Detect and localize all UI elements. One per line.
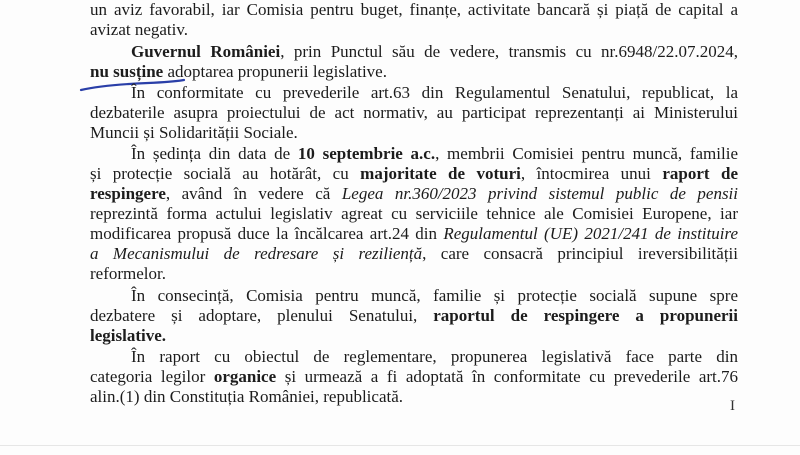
- text-span: categoria legilor: [90, 367, 214, 386]
- text-line: [90, 367, 738, 387]
- italic-span: a Mecanismului de redresare și reziliență: [90, 244, 423, 263]
- text-span: și urmează a fi adoptată în conformitate cu prevederile art.76: [276, 367, 738, 386]
- bold-span: 10 septembrie a.c.: [297, 144, 436, 163]
- text-span: reprezintă forma actului legislativ agreat cu serviciile tehnice ale Comisiei Europene, iar: [90, 204, 738, 223]
- bold-span: majoritate de voturi: [360, 164, 521, 183]
- text-line: [90, 326, 166, 346]
- text-line: [90, 0, 738, 20]
- text-span: reformelor.: [90, 264, 166, 283]
- page-mark: I: [730, 398, 735, 414]
- text-line: [90, 387, 403, 407]
- bold-span: raport de: [662, 164, 738, 183]
- text-span: un aviz favorabil, iar Comisia pentru buget, finanțe, activitate bancară și piață de capital a: [90, 0, 738, 19]
- bold-span: Guvernul României: [131, 42, 281, 61]
- text-span: , având în vedere că: [165, 184, 342, 203]
- text-span: alin.(1) din Constituția României, republicată.: [90, 387, 404, 406]
- text-span: , întocmirea unui: [520, 164, 663, 183]
- text-span: Muncii și Solidarității Sociale.: [90, 123, 298, 142]
- bold-span: organice: [213, 367, 277, 386]
- italic-span: Regulamentul (UE) 2021/241 de instituire: [443, 224, 739, 243]
- text-span: În ședința din data de: [131, 144, 298, 163]
- text-span: avizat negativ.: [90, 20, 189, 39]
- text-line: [131, 42, 738, 62]
- text-span: În raport cu obiectul de reglementare, propunerea legislativă face parte din: [131, 347, 738, 366]
- text-line: [90, 103, 738, 123]
- text-span: dezbatere și adoptare, plenului Senatului,: [90, 306, 434, 325]
- text-line: [90, 184, 738, 204]
- text-span: , prin Punctul său de vedere, transmis cu nr.6948/22.07.2024,: [280, 42, 738, 61]
- scan-edge-divider: [0, 445, 800, 446]
- text-span: În consecință, Comisia pentru muncă, familie și protecție socială supune spre: [131, 286, 738, 305]
- text-span: adoptarea propunerii legislative.: [163, 62, 387, 81]
- text-line: [131, 144, 738, 164]
- text-span: dezbaterile asupra proiectului de act normativ, au participat reprezentanți ai Ministerului: [90, 103, 738, 122]
- text-line: [90, 123, 298, 143]
- text-line: [131, 286, 738, 306]
- text-line: [90, 164, 738, 184]
- text-span: , membrii Comisiei pentru muncă, familie: [435, 144, 738, 163]
- text-span: modificarea propusă duce la încălcarea art.24 din: [90, 224, 444, 243]
- text-line: [131, 347, 738, 367]
- text-span: , care consacră principiul ireversibilității: [422, 244, 738, 263]
- bold-span: nu susține: [90, 62, 164, 81]
- text-line: [90, 264, 166, 284]
- text-line: [90, 306, 738, 326]
- text-line: [131, 83, 738, 103]
- text-line: [90, 204, 738, 224]
- italic-span: Legea nr.360/2023 privind sistemul public de pensii: [341, 184, 739, 203]
- text-line: [90, 20, 188, 40]
- text-span: În conformitate cu prevederile art.63 din Regulamentul Senatului, republicat, la: [131, 83, 738, 102]
- text-span: și protecție socială au hotărât, cu: [90, 164, 361, 183]
- text-line: [90, 224, 738, 244]
- text-line: [90, 244, 738, 264]
- bold-span: legislative.: [90, 326, 167, 345]
- bold-span: respingere: [90, 184, 166, 203]
- bold-span: raportul de respingere a propunerii: [433, 306, 738, 325]
